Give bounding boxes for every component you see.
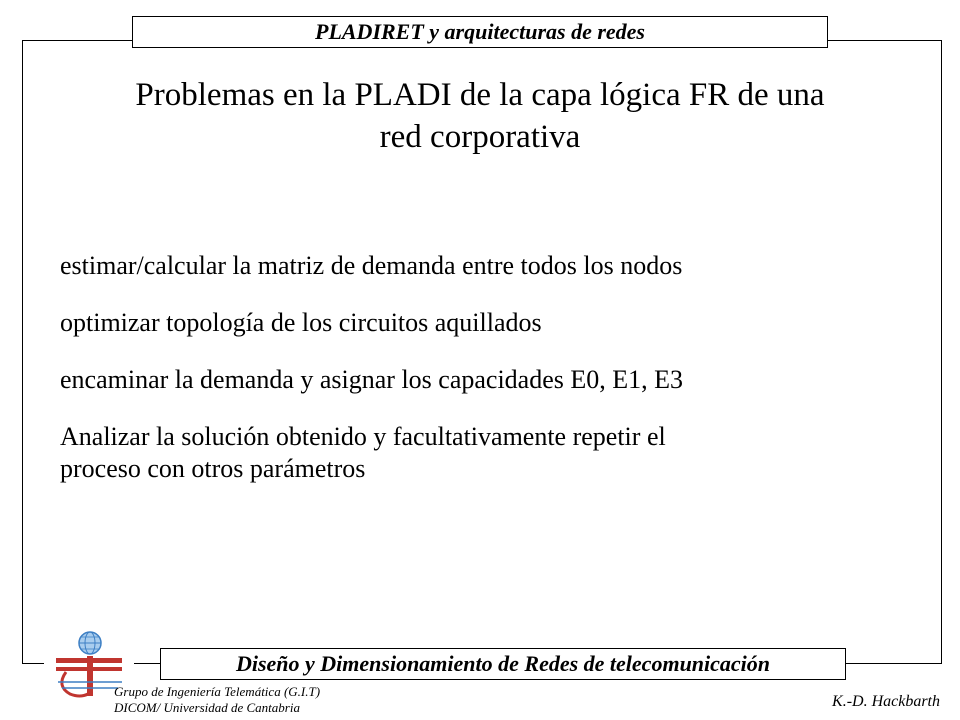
slide-title-line-1: Problemas en la PLADI de la capa lógica FR de una — [135, 77, 825, 113]
bullet-item-4-line-2: proceso con otros parámetros — [60, 454, 366, 483]
bullet-item-1: estimar/calcular la matriz de demanda entre todos los nodos — [60, 251, 683, 280]
slide-title — [60, 74, 900, 158]
logo-stem — [87, 656, 93, 696]
header-title: PLADIRET y arquitecturas de redes — [132, 16, 828, 48]
org-line-2: DICOM/ Universidad de Cantabria — [114, 700, 300, 715]
slide-title-line-2: red corporativa — [379, 119, 581, 155]
bullet-item-4 — [60, 421, 860, 485]
bullet-item-3: encaminar la demanda y asignar los capacidades E0, E1, E3 — [60, 365, 684, 394]
bullet-item-4-line-1: Analizar la solución obtenido y facultativamente repetir el — [60, 422, 666, 451]
bullet-item-2: optimizar topología de los circuitos aquillados — [60, 308, 542, 337]
org-line-1: Grupo de Ingeniería Telemática (G.I.T) — [114, 684, 321, 699]
organization-info — [114, 684, 320, 716]
logo-curve — [62, 672, 88, 696]
author-name: K.-D. Hackbarth — [832, 693, 940, 710]
bullet-list — [60, 250, 860, 485]
course-title: Diseño y Dimensionamiento de Redes de telecomunicación — [160, 648, 846, 680]
